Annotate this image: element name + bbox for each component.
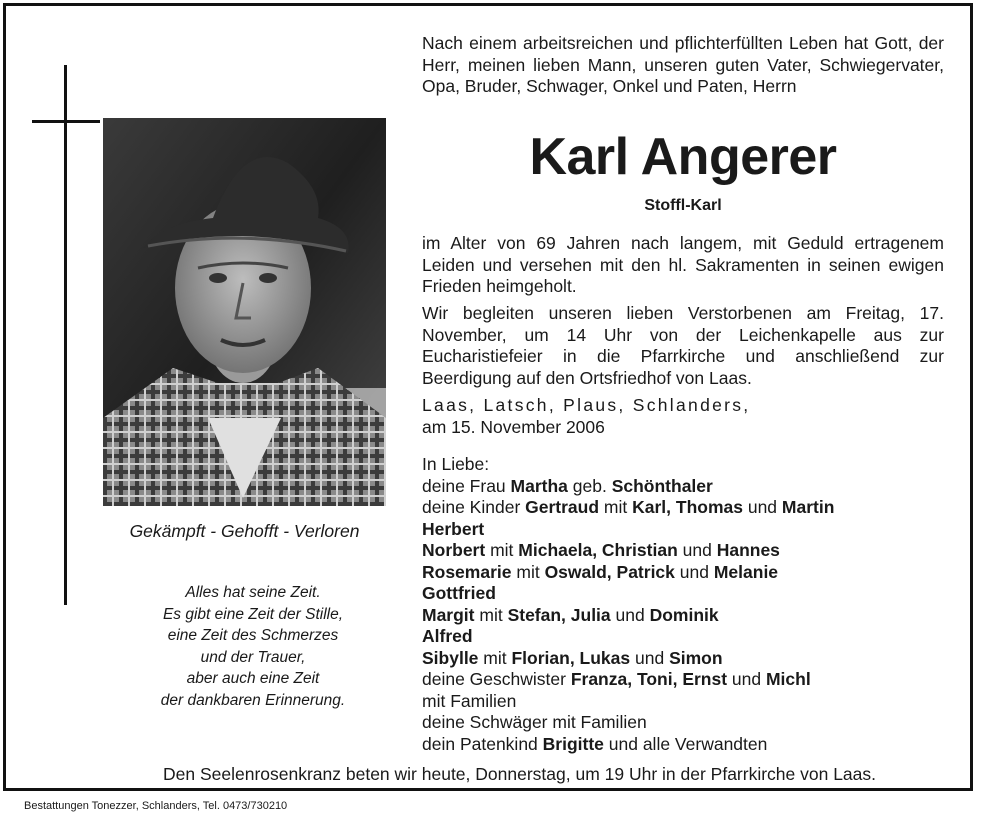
quote-line: eine Zeit des Schmerzes (167, 627, 339, 644)
undertaker-info: Bestattungen Tonezzer, Schlanders, Tel. 0473/730210 (24, 800, 288, 812)
cross-icon-bar (32, 120, 100, 123)
quote-line: aber auch eine Zeit (186, 670, 320, 687)
portrait-photo (103, 118, 386, 506)
age-text: im Alter von 69 Jahren nach langem, mit Geduld ertragenem Leiden und versehen mit den hl. Sakramenten in seinen ewigen Frieden heimgeholt. (422, 233, 944, 296)
family-line: deine Schwäger mit Familien (422, 712, 647, 732)
motto: Gekämpft - Gehofft - Verloren (129, 521, 360, 541)
family-line: Gottfried (422, 583, 496, 603)
family-line: deine Kinder Gertraud mit Karl, Thomas und Martin (422, 497, 835, 517)
family-line: Herbert (422, 518, 485, 539)
deceased-name: Karl Angerer (529, 128, 837, 186)
place-date (422, 395, 944, 438)
funeral-text: Wir begleiten unseren lieben Verstorbenen am Freitag, 17. November, um 14 Uhr von der Leichenkapelle aus zur Eucharistiefeier in die Pfarrkirche und anschließend zur Beerdigung auf den Ortsfriedhof von Laas. (422, 303, 944, 388)
family-line: deine Frau Martha geb. Schönthaler (422, 475, 713, 496)
quote-line: der dankbaren Erinnerung. (160, 691, 346, 709)
family-list (422, 454, 944, 755)
family-line: mit Familien (422, 690, 517, 711)
intro-text: Nach einem arbeitsreichen und pflichterfüllten Leben hat Gott, der Herr, meinen lieben Mann, unseren guten Vater, Schwiegervater, Opa, Bruder, Schwager, Onkel und Paten, Herrn (422, 33, 944, 96)
rosary-announcement: Den Seelenrosenkranz beten wir heute, Donnerstag, um 19 Uhr in der Pfarrkirche von Laas. (162, 764, 877, 784)
family-line: Alfred (422, 626, 473, 646)
family-line: dein Patenkind Brigitte und alle Verwandten (422, 733, 768, 754)
quote-line: und der Trauer, (200, 648, 306, 666)
notice-date: am 15. November 2006 (422, 416, 605, 437)
nickname: Stoffl-Karl (644, 197, 722, 214)
quote-line: Es gibt eine Zeit der Stille, (162, 605, 344, 623)
memorial-quote (103, 582, 403, 711)
family-line: Rosemarie mit Oswald, Patrick und Melanie (422, 561, 779, 582)
family-line: deine Geschwister Franza, Toni, Ernst und Michl (422, 669, 811, 689)
family-heading: In Liebe: (422, 454, 490, 474)
family-line: Norbert mit Michaela, Christian und Hannes (422, 540, 780, 560)
cross-icon (64, 65, 67, 605)
quote-line: Alles hat seine Zeit. (185, 584, 321, 601)
family-line: Sibylle mit Florian, Lukas und Simon (422, 647, 723, 668)
family-line: Margit mit Stefan, Julia und Dominik (422, 604, 719, 625)
places: Laas, Latsch, Plaus, Schlanders, (422, 395, 751, 415)
